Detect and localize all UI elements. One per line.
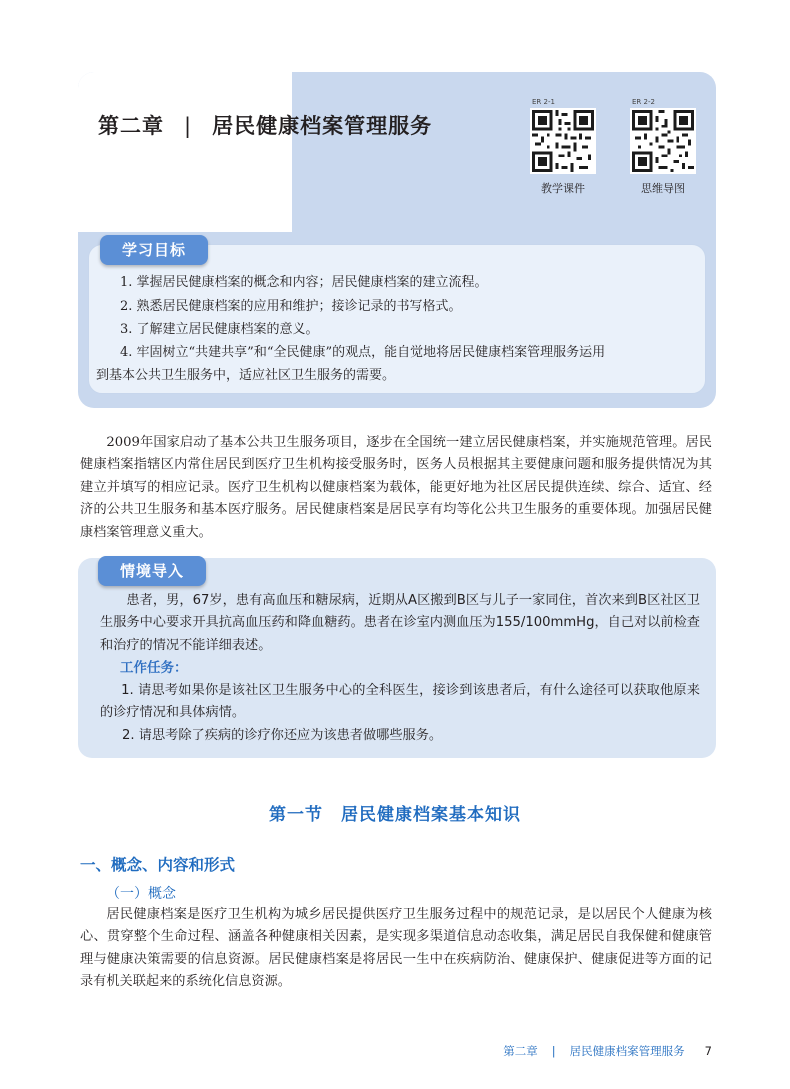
chapter-separator: | — [184, 114, 193, 138]
footer-chapter: 第二章 — [503, 1044, 538, 1058]
page-number: 7 — [704, 1044, 712, 1058]
qr-teaching-courseware[interactable] — [524, 98, 602, 196]
qr-caption: 教学课件 — [541, 182, 585, 195]
heading-level-2: （一）概念 — [106, 886, 176, 902]
scenario-label: 情境导入 — [98, 556, 206, 586]
scenario-case-text: 患者，男，67岁，患有高血压和糖尿病，近期从A区搬到B区与儿子一家同住，首次来到B区社区卫生服务中心要求开具抗高血压药和降血糖药。患者在诊室内测血压为155/100mmHg，自己对以前检查和治疗的情况不能详细表述。 — [100, 593, 700, 653]
qr-code-icon[interactable] — [530, 108, 596, 174]
chapter-number: 第二章 — [98, 114, 164, 138]
page-footer — [503, 1043, 712, 1059]
heading-level-1: 一、概念、内容和形式 — [80, 856, 236, 874]
goal-item-1: 1. 掌握居民健康档案的概念和内容；居民健康档案的建立流程。 — [120, 275, 488, 290]
intro-paragraph: 2009年国家启动了基本公共卫生服务项目，逐步在全国统一建立居民健康档案，并实施规范管理。居民健康档案指辖区内常住居民到医疗卫生机构接受服务时，医务人员根据其主要健康问题和服务提供情况为其建立并填写的相应记录。医疗卫生机构以健康档案为载体，能更好地为社区居民提供连续、综合、适宜、经济的公共卫生服务和基本医疗服务。居民健康档案是居民享有均等化公共卫生服务的重要体现。加强居民健康档案管理意义重大。 — [80, 435, 712, 540]
goal-item-4-continued: 到基本公共卫生服务中，适应社区卫生服务的需要。 — [96, 368, 396, 383]
qr-mind-map[interactable] — [624, 98, 702, 196]
qr-caption: 思维导图 — [641, 182, 685, 195]
header-white-panel — [78, 72, 292, 232]
chapter-name: 居民健康档案管理服务 — [212, 114, 433, 138]
section-name: 居民健康档案基本知识 — [341, 805, 521, 825]
task-title: 工作任务： — [120, 660, 188, 676]
task-item-1: 1. 请思考如果你是该社区卫生服务中心的全科医生，接诊到该患者后，有什么途径可以获取他原来的诊疗情况和具体病情。 — [100, 683, 700, 721]
concept-paragraph: 居民健康档案是医疗卫生机构为城乡居民提供医疗卫生服务过程中的规范记录，是以居民个人健康为核心、贯穿整个生命过程、涵盖各种健康相关因素，是实现多渠道信息动态收集，满足居民自我保健和健康管理与健康决策需要的信息资源。居民健康档案是将居民一生中在疾病防治、健康保护、健康促进等方面的记录有机关联起来的系统化信息资源。 — [80, 907, 712, 990]
goal-item-4: 4. 牢固树立“共建共享”和“全民健康”的观点，能自觉地将居民健康档案管理服务运用 — [120, 345, 606, 360]
goal-item-2: 2. 熟悉居民健康档案的应用和维护；接诊记录的书写格式。 — [120, 299, 462, 314]
footer-separator: | — [551, 1044, 556, 1058]
qr-id-label: ER 2-1 — [532, 98, 555, 106]
chapter-title — [98, 110, 432, 140]
footer-title: 居民健康档案管理服务 — [569, 1044, 685, 1058]
section-title — [0, 800, 790, 825]
goal-item-3: 3. 了解建立居民健康档案的意义。 — [120, 322, 319, 337]
qr-code-icon[interactable] — [630, 108, 696, 174]
section-number: 第一节 — [269, 805, 323, 825]
task-item-2: 2. 请思考除了疾病的诊疗你还应为该患者做哪些服务。 — [122, 728, 443, 743]
qr-id-label: ER 2-2 — [632, 98, 655, 106]
learning-goals-label: 学习目标 — [100, 235, 208, 265]
